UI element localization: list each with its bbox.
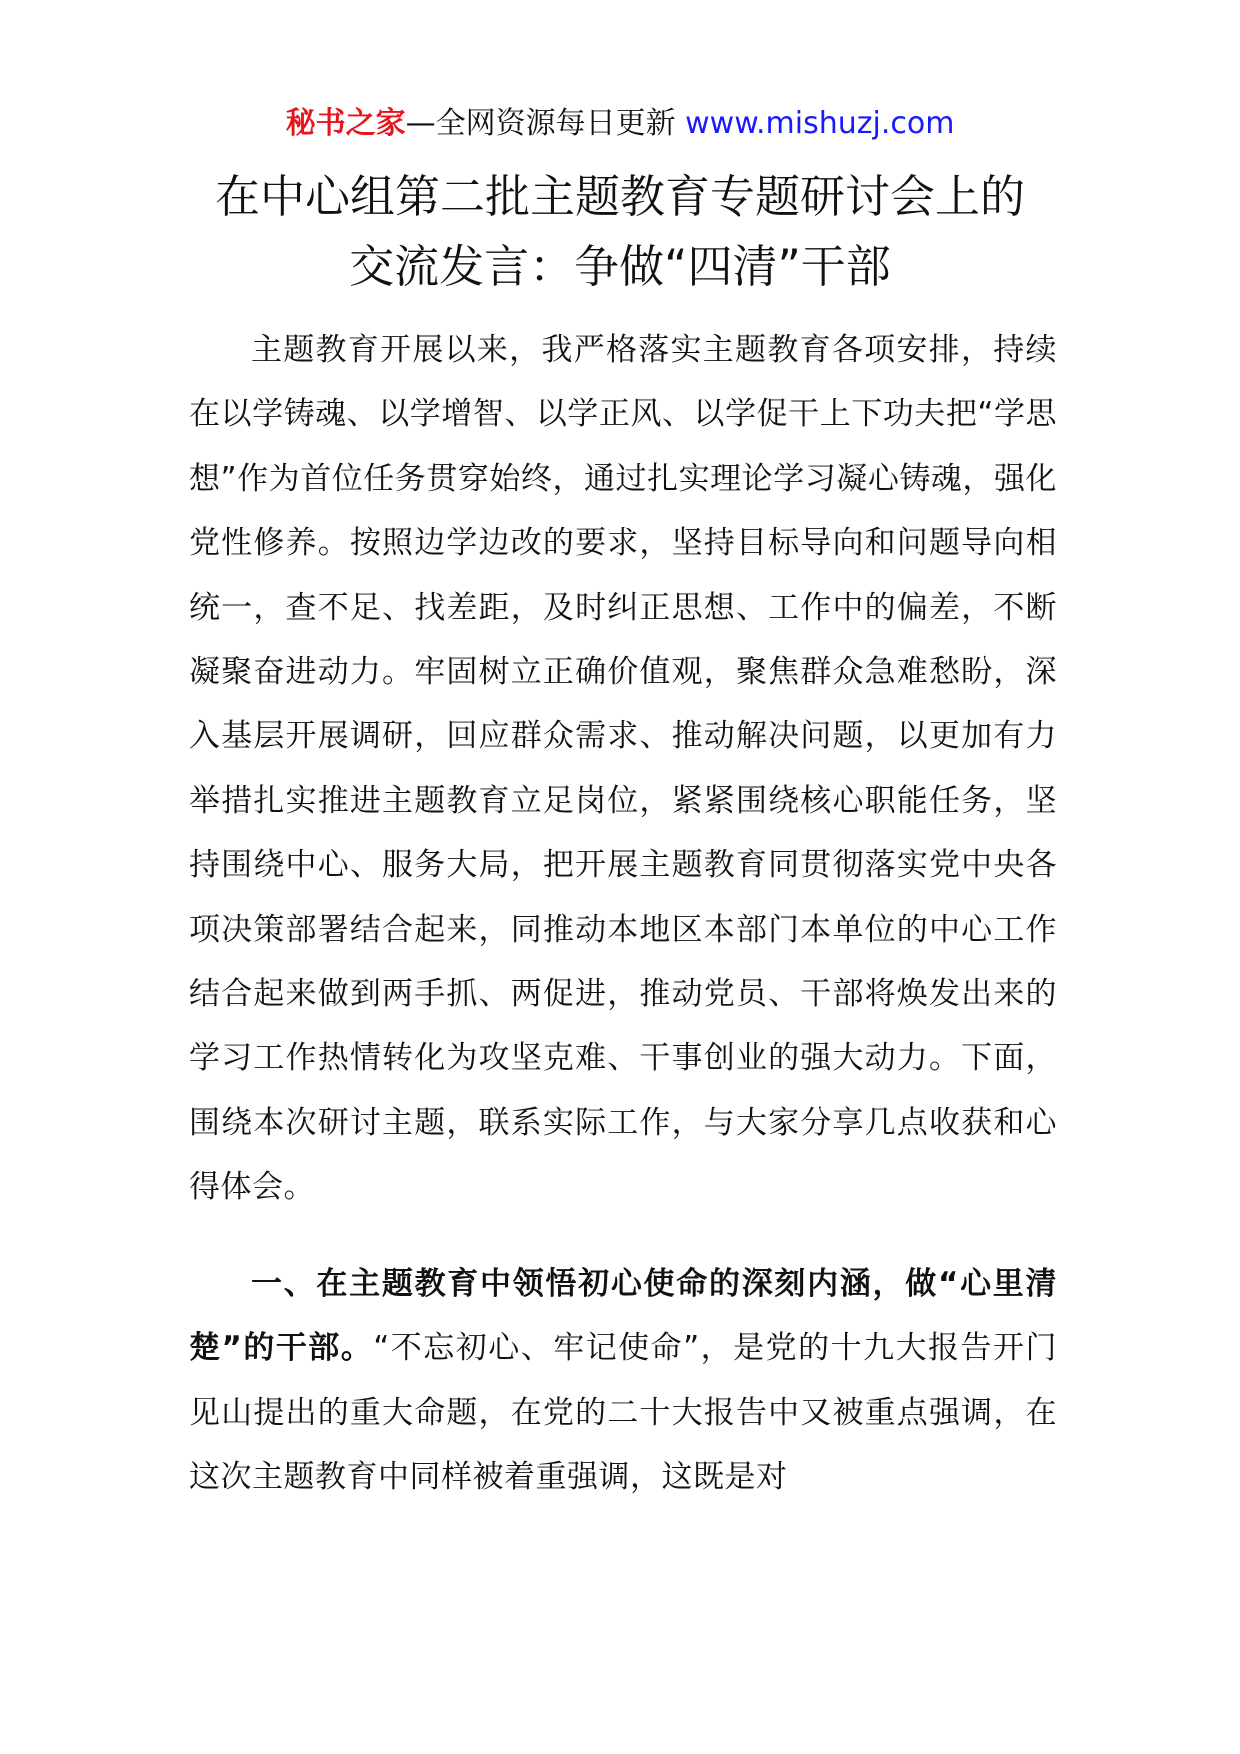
banner-brand: 秘书之家 (285, 106, 406, 141)
banner-tagline: —全网资源每日更新 (405, 106, 686, 141)
section-1-heading: 一、在主题教育中领悟初心使命的深刻内涵，做“心里清楚”的干部。 (189, 1265, 1057, 1367)
intro-paragraph: 主题教育开展以来，我严格落实主题教育各项安排，持续在以学铸魂、以学增智、以学正风、以学促干上下功夫把“学思想”作为首位任务贯穿始终，通过扎实理论学习凝心铸魂，强化党性修养。按照边学边改的要求，坚持目标导向和问题导向相统一，查不足、找差距，及时纠正思想、工作中的偏差，不断凝聚奋进动力。牢固树立正确价值观，聚焦群众急难愁盼，深入基层开展调研，回应群众需求、推动解决问题，以更加有力举措扎实推进主题教育立足岗位，紧紧围绕核心职能任务，坚持围绕中心、服务大局，把开展主题教育同贯彻落实党中央各项决策部署结合起来，同推动本地区本部门本单位的中心工作结合起来做到两手抓、两促进，推动党员、干部将焕发出来的学习工作热情转化为攻坚克难、干事创业的强大动力。下面，围绕本次研讨主题，联系实际工作，与大家分享几点收获和心得体会。 (189, 332, 1057, 1206)
section-1-text: “不忘初心、牢记使命”，是党的十九大报告开门见山提出的重大命题，在党的二十大报告中又被重点强调，在这次主题教育中同样被着重强调，这既是对 (189, 1330, 1057, 1495)
document-body (189, 318, 1057, 1509)
title-line-2: 交流发言：争做“四清”干部 (349, 240, 891, 293)
section-1-paragraph (189, 1252, 1057, 1510)
document-title (150, 162, 1090, 302)
title-line-1: 在中心组第二批主题教育专题研讨会上的 (214, 170, 1025, 223)
site-banner (0, 102, 1240, 146)
banner-url-link[interactable]: www.mishuzj.com (685, 106, 955, 141)
